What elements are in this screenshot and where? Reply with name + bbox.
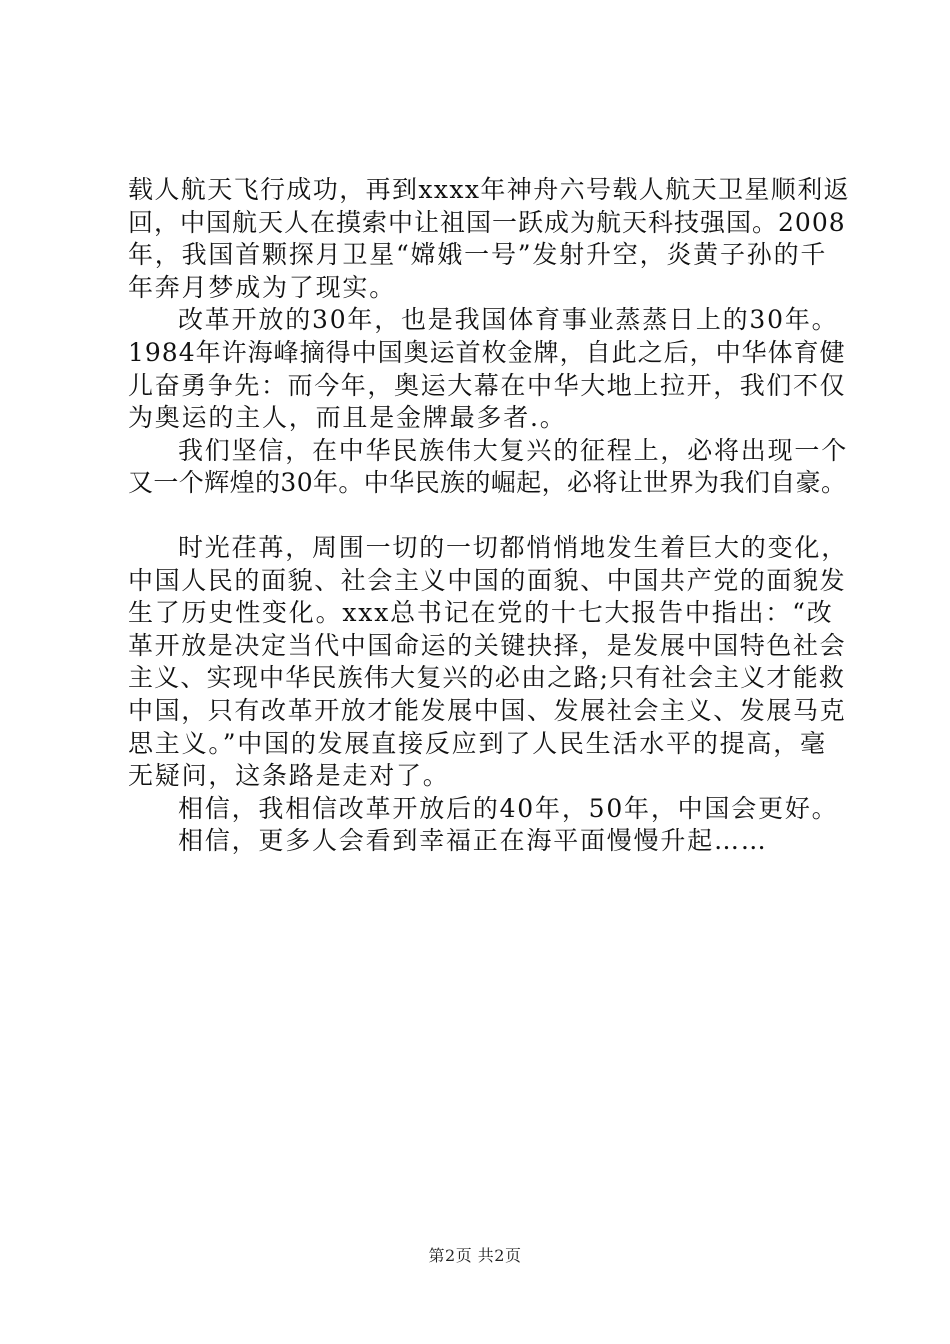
- text-line: 年奔月梦成为了现实。: [128, 272, 397, 302]
- text-line: 生了历史性变化。xxx总书记在党的十七大报告中指出：“改: [128, 598, 834, 628]
- text-line: 1984年许海峰摘得中国奥运首枚金牌，自此之后，中华体育健: [128, 337, 846, 367]
- text-line: 载人航天飞行成功，再到xxxx年神舟六号载人航天卫星顺利返: [128, 175, 850, 204]
- text-line: 中国人民的面貌、社会主义中国的面貌、中国共产党的面貌发: [128, 565, 847, 595]
- document-body: [128, 174, 850, 858]
- text-line: 改革开放的30年，也是我国体育事业蒸蒸日上的30年。: [178, 305, 839, 335]
- text-line: 相信，我相信改革开放后的40年，50年，中国会更好。: [178, 793, 839, 823]
- text-line: 革开放是决定当代中国命运的关键抉择，是发展中国特色社会: [128, 630, 847, 660]
- text-line: 我们坚信，在中华民族伟大复兴的征程上，必将出现一个: [178, 435, 849, 465]
- text-line: 时光荏苒，周围一切的一切都悄悄地发生着巨大的变化，: [178, 532, 849, 562]
- text-line: 年，我国首颗探月卫星“嫦娥一号”发射升空，炎黄子孙的千: [128, 240, 828, 270]
- text-line: 思主义。”中国的发展直接反应到了人民生活水平的提高，毫: [128, 728, 827, 758]
- paragraph-gap: [128, 500, 850, 532]
- text-line: 回，中国航天人在摸索中让祖国一跃成为航天科技强国。2008: [128, 207, 846, 237]
- text-line: 无疑问，这条路是走对了。: [128, 761, 450, 791]
- text-line: 儿奋勇争先：而今年，奥运大幕在中华大地上拉开，我们不仅: [128, 370, 847, 400]
- text-line: 为奥运的主人，而且是金牌最多者.。: [128, 403, 567, 433]
- text-line: 又一个辉煌的30年。中华民族的崛起，必将让世界为我们自豪。: [128, 468, 847, 498]
- text-line: 相信，更多人会看到幸福正在海平面慢慢升起……: [178, 826, 768, 856]
- text-line: 中国，只有改革开放才能发展中国、发展社会主义、发展马克: [128, 695, 847, 725]
- text-line: 主义、实现中华民族伟大复兴的必由之路;只有社会主义才能救: [128, 663, 846, 693]
- page-footer: 第2页 共2页: [428, 1246, 522, 1265]
